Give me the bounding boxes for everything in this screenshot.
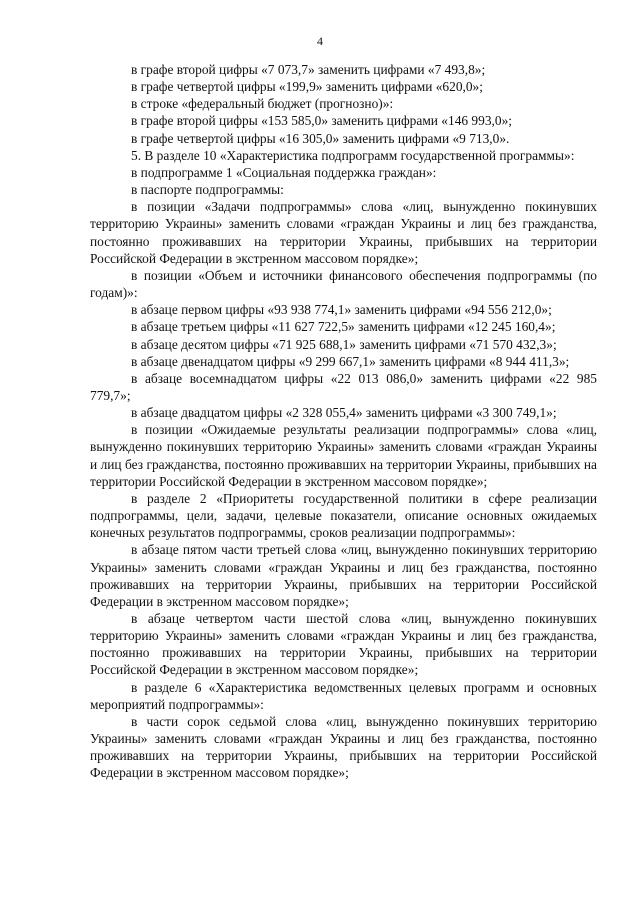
paragraph: в абзаце четвертом части шестой слова «лиц, вынужденно покинувших территорию Украины» заменить словами «граждан Украины и лиц без гражданства, постоянно проживавших на территории Украины, прибывших на территории Российской Федерации в экстренном массовом порядке»; (90, 611, 597, 678)
paragraph: 5. В разделе 10 «Характеристика подпрограмм государственной программы»: (131, 147, 575, 163)
paragraph: в абзаце двенадцатом цифры «9 299 667,1» заменить цифрами «8 944 411,3»; (131, 353, 570, 369)
paragraph: в паспорте подпрограммы: (131, 182, 284, 198)
paragraph: в абзаце первом цифры «93 938 774,1» заменить цифрами «94 556 212,0»; (131, 302, 552, 318)
paragraph: в графе четвертой цифры «199,9» заменить цифрами «620,0»; (131, 79, 483, 95)
paragraph: в графе второй цифры «7 073,7» заменить цифрами «7 493,8»; (131, 62, 486, 77)
paragraph: в позиции «Ожидаемые результаты реализации подпрограммы» слова «лиц, вынужденно покинувших территорию Украины» заменить словами «граждан Украины и лиц без гражданства, постоянно проживавших на территории Украины, прибывших на территории Российской Федерации в экстренном массовом порядке»; (90, 422, 597, 489)
paragraph: в графе второй цифры «153 585,0» заменить цифрами «146 993,0»; (131, 113, 512, 129)
paragraph: в строке «федеральный бюджет (прогнозно)»: (131, 96, 394, 112)
paragraph: в позиции «Задачи подпрограммы» слова «лиц, вынужденно покинувших территорию Украины» заменить словами «граждан Украины и лиц без гражданства, постоянно проживавших на территории Украины, прибывших на территории Российской Федерации в экстренном массовом порядке»; (90, 199, 597, 266)
paragraph: в позиции «Объем и источники финансового обеспечения подпрограммы (по годам)»: (90, 267, 597, 301)
page-number: 4 (317, 34, 323, 48)
paragraph: в абзаце десятом цифры «71 925 688,1» заменить цифрами «71 570 432,3»; (131, 336, 557, 352)
paragraph: в подпрограмме 1 «Социальная поддержка граждан»: (131, 164, 437, 180)
paragraph: в части сорок седьмой слова «лиц, вынужденно покинувших территорию Украины» заменить словами «граждан Украины и лиц без гражданства, постоянно проживавших на территории Украины, прибывших на территории Российской Федерации в экстренном массовом порядке»; (90, 713, 597, 781)
paragraph: в разделе 2 «Приоритеты государственной политики в сфере реализации подпрограммы, цели, задачи, целевые показатели, описание основных ожидаемых конечных результатов подпрограммы, сроков реализации подпрограммы»: (90, 490, 597, 541)
paragraph: в абзаце пятом части третьей слова «лиц, вынужденно покинувших территорию Украины» заменить словами «граждан Украины и лиц без гражданства, постоянно проживавших на территории Украины, прибывших на территории Российской Федерации в экстренном массовом порядке»; (90, 542, 597, 609)
paragraph: в абзаце двадцатом цифры «2 328 055,4» заменить цифрами «3 300 749,1»; (131, 405, 557, 421)
paragraph: в графе четвертой цифры «16 305,0» заменить цифрами «9 713,0». (131, 130, 510, 146)
document-body (90, 61, 597, 782)
paragraph: в абзаце третьем цифры «11 627 722,5» заменить цифрами «12 245 160,4»; (131, 319, 556, 335)
paragraph: в разделе 6 «Характеристика ведомственных целевых программ и основных мероприятий подпрограммы»: (90, 679, 597, 712)
paragraph: в абзаце восемнадцатом цифры «22 013 086,0» заменить цифрами «22 985 779,7»; (90, 370, 597, 403)
